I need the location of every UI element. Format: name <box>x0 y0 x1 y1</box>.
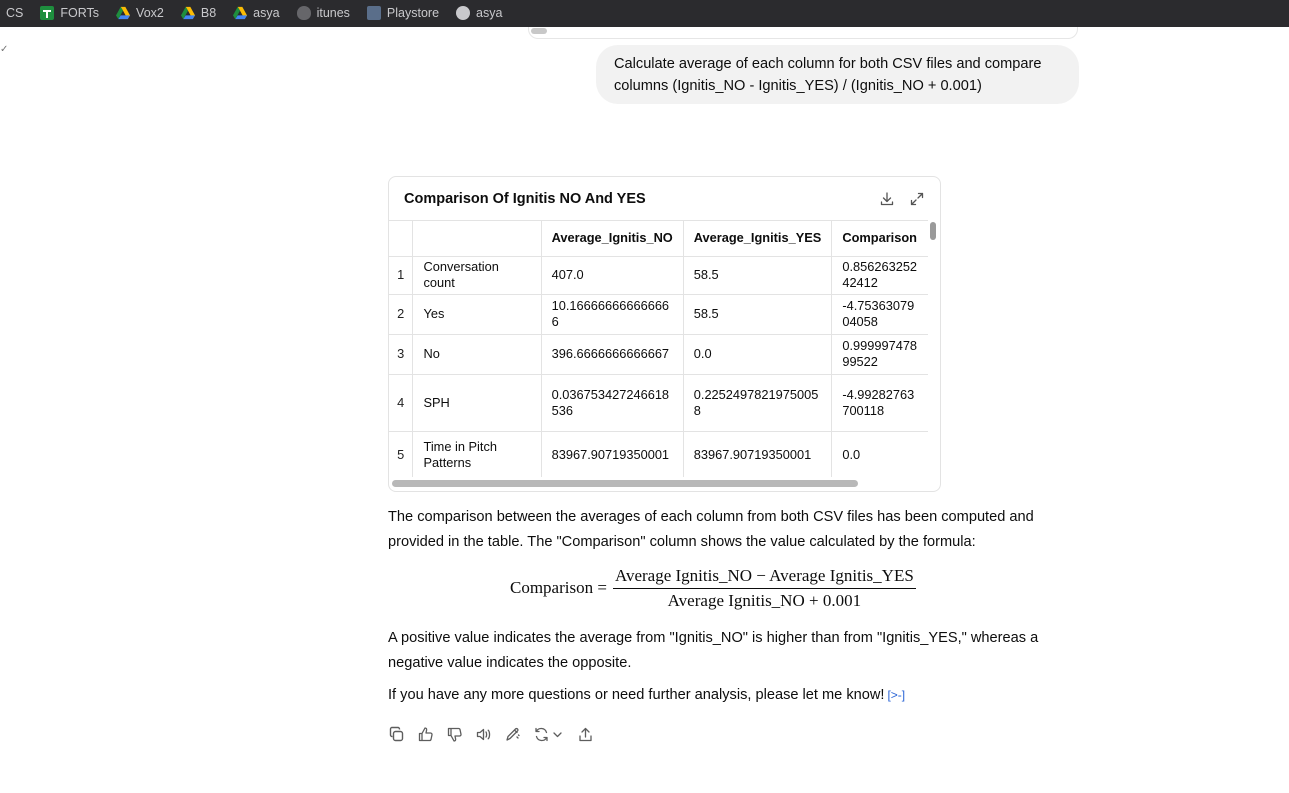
globe-icon <box>456 6 470 20</box>
drive-icon <box>116 6 130 20</box>
regenerate-icon[interactable] <box>533 726 550 743</box>
bookmark-forts[interactable]: FORTs <box>40 0 99 20</box>
row-index: 2 <box>389 294 413 334</box>
table-row <box>389 334 928 374</box>
check-icon: ✓ <box>0 44 9 55</box>
bookmark-asya-globe[interactable]: asya <box>456 0 502 20</box>
row-name: No <box>413 334 541 374</box>
cell-average-no: 0.036753427246618536 <box>541 374 683 431</box>
expand-icon[interactable] <box>909 191 925 207</box>
horizontal-scrollbar[interactable] <box>392 480 858 487</box>
formula-lhs: Comparison = <box>510 578 607 597</box>
response-paragraph-2: A positive value indicates the average from "Ignitis_NO" is higher than from "Ignitis_YES," whereas a negative value indicates the opposite. <box>388 630 1039 671</box>
row-index: 1 <box>389 256 413 294</box>
thumbs-up-icon[interactable] <box>417 726 434 743</box>
cell-average-yes: 58.5 <box>683 294 832 334</box>
row-name: SPH <box>413 374 541 431</box>
cell-average-yes: 58.5 <box>683 256 832 294</box>
column-header-comparison[interactable]: Comparison <box>832 221 928 256</box>
store-icon <box>367 6 381 20</box>
row-index: 5 <box>389 431 413 477</box>
bookmark-itunes[interactable]: itunes <box>297 0 350 20</box>
column-header-name <box>413 221 541 256</box>
bookmark-playstore[interactable]: Playstore <box>367 0 439 20</box>
bookmark-vox2[interactable]: Vox2 <box>116 0 164 20</box>
data-table-viewport[interactable] <box>389 220 928 477</box>
column-header-average-yes[interactable]: Average_Ignitis_YES <box>683 221 832 256</box>
table-card <box>388 176 941 492</box>
citation-link[interactable]: [>-] <box>887 688 906 702</box>
cell-average-no: 83967.90719350001 <box>541 431 683 477</box>
scrollbar-thumb[interactable] <box>531 28 547 34</box>
sheets-icon <box>40 6 54 20</box>
formula-denominator: Average Ignitis_NO + 0.001 <box>667 590 862 610</box>
comparison-formula <box>510 563 916 613</box>
copy-icon[interactable] <box>388 726 405 743</box>
thumbs-down-icon[interactable] <box>446 726 463 743</box>
drive-icon <box>181 6 195 20</box>
cell-average-no: 396.6666666666667 <box>541 334 683 374</box>
apple-icon <box>297 6 311 20</box>
read-aloud-icon[interactable] <box>475 726 492 743</box>
cell-average-no: 407.0 <box>541 256 683 294</box>
row-name: Yes <box>413 294 541 334</box>
download-icon[interactable] <box>879 191 895 207</box>
table-row <box>389 294 928 334</box>
row-name: Conversation count <box>413 256 541 294</box>
response-paragraph-1: The comparison between the averages of each column from both CSV files has been computed and provided in the table. The "Comparison" column shows the value calculated by the formula: <box>388 509 1034 550</box>
cell-average-yes: 0.0 <box>683 334 832 374</box>
bookmark-cs[interactable]: CS <box>6 5 24 20</box>
user-message-bubble: Calculate average of each column for both CSV files and compare columns (Ignitis_NO - Ignitis_YES) / (Ignitis_NO + 0.001) <box>596 45 1079 104</box>
bookmark-asya-drive[interactable]: asya <box>233 0 279 20</box>
column-header-index <box>389 221 413 256</box>
table-title: Comparison Of Ignitis NO And YES <box>404 191 646 207</box>
table-row <box>389 374 928 431</box>
chevron-down-icon[interactable] <box>552 726 563 743</box>
share-icon[interactable] <box>577 726 594 743</box>
column-header-average-no[interactable]: Average_Ignitis_NO <box>541 221 683 256</box>
response-paragraph-3 <box>388 683 1053 708</box>
table-row <box>389 256 928 294</box>
message-actions <box>388 726 606 743</box>
cell-average-no: 10.166666666666666 <box>541 294 683 334</box>
previous-message-edge <box>528 27 1078 39</box>
vertical-scrollbar[interactable] <box>930 222 936 240</box>
data-table <box>389 221 928 477</box>
edit-icon[interactable] <box>504 726 521 743</box>
row-index: 4 <box>389 374 413 431</box>
row-name: Time in Pitch Patterns <box>413 431 541 477</box>
row-index: 3 <box>389 334 413 374</box>
cell-average-yes: 0.22524978219750058 <box>683 374 832 431</box>
cell-comparison: 0.0 <box>832 431 928 477</box>
cell-comparison: 0.99999747899522 <box>832 334 928 374</box>
cell-comparison: -4.99282763700118 <box>832 374 928 431</box>
drive-icon <box>233 6 247 20</box>
table-row <box>389 431 928 477</box>
cell-comparison: -4.7536307904058 <box>832 294 928 334</box>
bookmarks-bar <box>0 0 1289 27</box>
cell-comparison: 0.85626325242412 <box>832 256 928 294</box>
formula-numerator: Average Ignitis_NO − Average Ignitis_YES <box>613 566 916 589</box>
cell-average-yes: 83967.90719350001 <box>683 431 832 477</box>
bookmark-b8[interactable]: B8 <box>181 0 216 20</box>
response-paragraph-3-text: If you have any more questions or need further analysis, please let me know! <box>388 687 885 703</box>
formula-fraction <box>613 566 916 611</box>
